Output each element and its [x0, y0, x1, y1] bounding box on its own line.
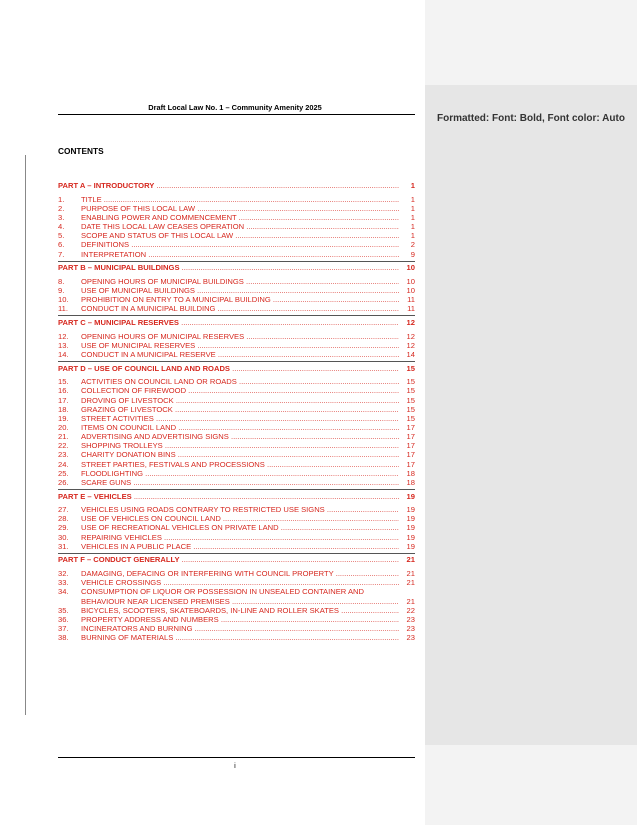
- toc-entry-page: 19: [406, 523, 415, 533]
- toc-entry-title: STREET ACTIVITIES .....: [81, 414, 399, 423]
- toc-entry[interactable]: [58, 450, 415, 459]
- toc-entry[interactable]: [58, 240, 415, 249]
- toc-entry[interactable]: [58, 341, 415, 350]
- toc-entry-number: 1.: [58, 194, 65, 204]
- toc-entry-number: 15.: [58, 377, 69, 387]
- toc-entry[interactable]: [58, 414, 415, 423]
- comment-balloon[interactable]: [425, 85, 637, 745]
- toc-entry-title: TITLE .....: [81, 195, 399, 204]
- toc-entry-page: 17: [406, 422, 415, 432]
- toc-entry-title: PART A – INTRODUCTORY .....: [58, 181, 399, 190]
- toc-entry-title: PROHIBITION ON ENTRY TO A MUNICIPAL BUILDING .....: [81, 295, 399, 304]
- toc-entry-title: OPENING HOURS OF MUNICIPAL RESERVES .....: [81, 332, 399, 341]
- toc-entry[interactable]: [58, 195, 415, 204]
- toc-entry-number: 35.: [58, 605, 69, 615]
- toc-part-separator: [58, 489, 415, 490]
- toc-entry-title: SCOPE AND STATUS OF THIS LOCAL LAW .....: [81, 231, 399, 240]
- toc-entry[interactable]: [58, 460, 415, 469]
- toc-entry-page: 23: [406, 633, 415, 643]
- toc-entry-page: 14: [406, 349, 415, 359]
- toc-entry-page: 15: [406, 377, 415, 387]
- toc-entry[interactable]: [58, 505, 415, 514]
- toc-entry-title: STREET PARTIES, FESTIVALS AND PROCESSIONS .....: [81, 460, 399, 469]
- toc-entry-title: DEFINITIONS .....: [81, 240, 399, 249]
- toc-entry-number: 31.: [58, 541, 69, 551]
- toc-part-separator: [58, 261, 415, 262]
- toc-entry-page: 1: [410, 181, 415, 190]
- toc-entry-page: 19: [406, 514, 415, 524]
- toc-entry-number: 12.: [58, 331, 69, 341]
- toc-entry-page: 17: [406, 459, 415, 469]
- toc-entry-title: COLLECTION OF FIREWOOD .....: [81, 386, 399, 395]
- toc-entry-title: ACTIVITIES ON COUNCIL LAND OR ROADS .....: [81, 377, 399, 386]
- toc-entry[interactable]: [58, 469, 415, 478]
- toc-entry-number: 7.: [58, 249, 65, 259]
- toc-entry-page: 15: [406, 386, 415, 396]
- toc-part-separator: [58, 553, 415, 554]
- toc-entry-number: 11.: [58, 304, 68, 314]
- toc-entry-number: 30.: [58, 532, 69, 542]
- toc-entry-page: 2: [410, 240, 415, 250]
- toc-entry-title: VEHICLE CROSSINGS .....: [81, 578, 399, 587]
- toc-entry-title: USE OF RECREATIONAL VEHICLES ON PRIVATE LAND .....: [81, 523, 399, 532]
- toc-part-entry[interactable]: [58, 181, 415, 190]
- toc-entry-title: OPENING HOURS OF MUNICIPAL BUILDINGS .....: [81, 277, 399, 286]
- toc-entry[interactable]: [58, 633, 415, 642]
- toc-part-entry[interactable]: [58, 364, 415, 373]
- toc-part-entry[interactable]: [58, 555, 415, 564]
- toc-entry-page: 10: [406, 276, 415, 286]
- document-header-title: Draft Local Law No. 1 – Community Amenity 2025: [148, 103, 322, 112]
- toc-entry-number: 3.: [58, 212, 65, 222]
- toc-entry[interactable]: [58, 286, 415, 295]
- toc-entry-number: 29.: [58, 523, 69, 533]
- toc-part-separator: [58, 315, 415, 316]
- toc-entry[interactable]: [58, 606, 415, 615]
- toc-entry-number: 21.: [58, 432, 69, 442]
- toc-entry-number: 32.: [58, 569, 69, 579]
- toc-entry-number: 27.: [58, 505, 69, 515]
- toc-entry[interactable]: [58, 396, 415, 405]
- toc-entry-page: 19: [406, 541, 415, 551]
- toc-entry-page: 23: [406, 614, 415, 624]
- toc-entry[interactable]: [58, 405, 415, 414]
- toc-entry-title: ADVERTISING AND ADVERTISING SIGNS .....: [81, 432, 399, 441]
- toc-entry-page: 21: [406, 555, 415, 565]
- toc-entry-number: 20.: [58, 422, 69, 432]
- toc-entry-number: 2.: [58, 203, 65, 213]
- toc-entry-title: DATE THIS LOCAL LAW CEASES OPERATION .....: [81, 222, 399, 231]
- comment-balloon-text: Formatted: Font: Bold, Font color: Auto: [437, 113, 625, 124]
- toc-entry-title: CONDUCT IN A MUNICIPAL BUILDING .....: [81, 304, 399, 313]
- toc-entry-title: REPAIRING VEHICLES .....: [81, 533, 399, 542]
- toc-entry-title: ENABLING POWER AND COMMENCEMENT .....: [81, 213, 399, 222]
- toc-entry-title: PROPERTY ADDRESS AND NUMBERS .....: [81, 615, 399, 624]
- toc-entry-title: CHARITY DONATION BINS .....: [81, 450, 399, 459]
- toc-entry-page: 23: [406, 623, 415, 633]
- toc-entry-title: PART F – CONDUCT GENERALLY .....: [58, 555, 399, 564]
- toc-entry[interactable]: [58, 441, 415, 450]
- toc-entry-title: PART E – VEHICLES .....: [58, 492, 399, 501]
- toc-entry-title: DAMAGING, DEFACING OR INTERFERING WITH COUNCIL PROPERTY .....: [81, 569, 399, 578]
- toc-entry-number: 37.: [58, 623, 69, 633]
- toc-entry-page: 15: [406, 395, 415, 405]
- toc-entry-page: 11: [407, 295, 415, 305]
- toc-entry[interactable]: [58, 350, 415, 359]
- toc-part-entry[interactable]: [58, 492, 415, 501]
- toc-entry-page: 21: [406, 569, 415, 579]
- toc-entry-page: 15: [406, 363, 415, 373]
- toc-entry-number: 22.: [58, 441, 69, 451]
- toc-entry-title: SHOPPING TROLLEYS .....: [81, 441, 399, 450]
- toc-entry-number: 18.: [58, 404, 69, 414]
- toc-entry-number: 23.: [58, 450, 69, 460]
- footer-page-number: i: [234, 761, 236, 770]
- toc-entry-number: 10.: [58, 295, 69, 305]
- toc-entry-title: USE OF MUNICIPAL BUILDINGS .....: [81, 286, 399, 295]
- toc-entry-number: 14.: [58, 349, 69, 359]
- toc-part-entry[interactable]: [58, 318, 415, 327]
- toc-entry[interactable]: [58, 615, 415, 624]
- toc-part-separator: [58, 361, 415, 362]
- toc-entry-number: 19.: [58, 413, 69, 423]
- toc-entry-title: CONDUCT IN A MUNICIPAL RESERVE .....: [81, 350, 399, 359]
- toc-entry-number: 16.: [58, 386, 69, 396]
- toc-entry-title: INCINERATORS AND BURNING .....: [81, 624, 399, 633]
- toc-entry[interactable]: [58, 587, 415, 596]
- toc-entry-title: DROVING OF LIVESTOCK .....: [81, 396, 399, 405]
- toc-entry-title: FLOODLIGHTING .....: [81, 469, 399, 478]
- toc-entry[interactable]: [58, 597, 415, 606]
- toc-entry-page: 12: [406, 331, 415, 341]
- toc-entry[interactable]: [58, 250, 415, 259]
- toc-entry[interactable]: [58, 432, 415, 441]
- toc-entry-page: 1: [410, 222, 415, 232]
- toc-entry[interactable]: [58, 578, 415, 587]
- toc-entry-page: 15: [406, 404, 415, 414]
- toc-entry[interactable]: [58, 386, 415, 395]
- toc-entry-title: BEHAVIOUR NEAR LICENSED PREMISES .....: [81, 597, 399, 606]
- toc-entry-title: PART C – MUNICIPAL RESERVES .....: [58, 318, 399, 327]
- toc-entry-page: 12: [406, 340, 415, 350]
- toc-entry-number: 17.: [58, 395, 69, 405]
- toc-entry-number: 24.: [58, 459, 69, 469]
- toc-entry-page: 22: [406, 605, 415, 615]
- toc-entry-page: 21: [406, 578, 415, 588]
- toc-entry-number: 36.: [58, 614, 69, 624]
- toc-entry-page: 19: [406, 505, 415, 515]
- toc-entry[interactable]: [58, 304, 415, 313]
- toc-entry-page: 1: [410, 194, 415, 204]
- change-bar: [25, 155, 26, 715]
- toc-entry-page: 10: [406, 286, 415, 295]
- toc-entry-page: 19: [406, 532, 415, 542]
- toc-entry[interactable]: [58, 332, 415, 341]
- toc-entry-number: 8.: [58, 276, 65, 286]
- toc-entry-page: 19: [406, 491, 415, 501]
- toc-entry-title: ITEMS ON COUNCIL LAND .....: [81, 423, 399, 432]
- toc-entry[interactable]: [58, 277, 415, 286]
- toc-entry-page: 21: [406, 596, 415, 606]
- toc-entry-number: 25.: [58, 468, 69, 478]
- toc-entry-page: 10: [406, 263, 415, 273]
- toc-entry-page: 17: [406, 441, 415, 451]
- toc-entry-title: PART D – USE OF COUNCIL LAND AND ROADS .....: [58, 364, 399, 373]
- toc-entry[interactable]: [58, 213, 415, 222]
- toc-entry[interactable]: [58, 423, 415, 432]
- toc-entry-number: 13.: [58, 340, 69, 350]
- toc-entry-number: 34.: [58, 587, 69, 597]
- toc-entry-title: CONSUMPTION OF LIQUOR OR POSSESSION IN UNSEALED CONTAINER AND: [81, 587, 364, 597]
- toc-entry[interactable]: [58, 533, 415, 542]
- toc-entry-title: BICYCLES, SCOOTERS, SKATEBOARDS, IN-LINE AND ROLLER SKATES .....: [81, 606, 399, 615]
- toc-entry[interactable]: [58, 542, 415, 551]
- toc-entry-number: 6.: [58, 240, 65, 250]
- toc-entry-page: 11: [407, 304, 415, 314]
- toc-entry[interactable]: [58, 204, 415, 213]
- toc-entry-number: 28.: [58, 514, 69, 524]
- toc-entry-page: 9: [410, 249, 415, 259]
- toc-entry-number: 26.: [58, 477, 69, 487]
- toc-entry-title: VEHICLES USING ROADS CONTRARY TO RESTRICTED USE SIGNS .....: [81, 505, 399, 514]
- toc-entry-number: 9.: [58, 286, 65, 295]
- toc-entry-page: 1: [410, 231, 415, 241]
- footer-rule: [58, 757, 415, 758]
- toc-entry-number: 4.: [58, 222, 65, 232]
- toc-entry-title: BURNING OF MATERIALS .....: [81, 633, 399, 642]
- toc-entry[interactable]: [58, 377, 415, 386]
- toc-entry[interactable]: [58, 478, 415, 487]
- toc-entry-page: 1: [410, 212, 415, 222]
- toc-entry[interactable]: [58, 514, 415, 523]
- toc-entry[interactable]: [58, 569, 415, 578]
- toc-entry-title: USE OF MUNICIPAL RESERVES .....: [81, 341, 399, 350]
- toc-entry[interactable]: [58, 231, 415, 240]
- contents-heading: CONTENTS: [58, 146, 104, 156]
- toc-entry-number: 33.: [58, 578, 69, 588]
- toc-entry-page: 15: [406, 413, 415, 423]
- toc-entry[interactable]: [58, 523, 415, 532]
- toc-entry-title: PURPOSE OF THIS LOCAL LAW .....: [81, 204, 399, 213]
- toc-entry-page: 12: [406, 317, 415, 327]
- toc-entry-title: INTERPRETATION .....: [81, 250, 399, 259]
- header-rule: [58, 114, 415, 115]
- toc-entry[interactable]: [58, 624, 415, 633]
- toc-entry-page: 18: [406, 468, 415, 478]
- toc-entry[interactable]: [58, 222, 415, 231]
- toc-part-entry[interactable]: [58, 263, 415, 272]
- toc-entry-page: 1: [410, 203, 415, 213]
- toc-entry-title: PART B – MUNICIPAL BUILDINGS .....: [58, 263, 399, 272]
- toc-entry-page: 18: [406, 477, 415, 487]
- toc-entry-title: USE OF VEHICLES ON COUNCIL LAND .....: [81, 514, 399, 523]
- toc-entry-title: SCARE GUNS .....: [81, 478, 399, 487]
- toc-entry-page: 17: [406, 432, 415, 442]
- toc-entry-page: 17: [406, 450, 415, 460]
- toc-entry[interactable]: [58, 295, 415, 304]
- toc-entry-title: VEHICLES IN A PUBLIC PLACE .....: [81, 542, 399, 551]
- toc-entry-number: 38.: [58, 633, 69, 643]
- toc-entry-title: GRAZING OF LIVESTOCK .....: [81, 405, 399, 414]
- toc-entry-number: 5.: [58, 231, 65, 241]
